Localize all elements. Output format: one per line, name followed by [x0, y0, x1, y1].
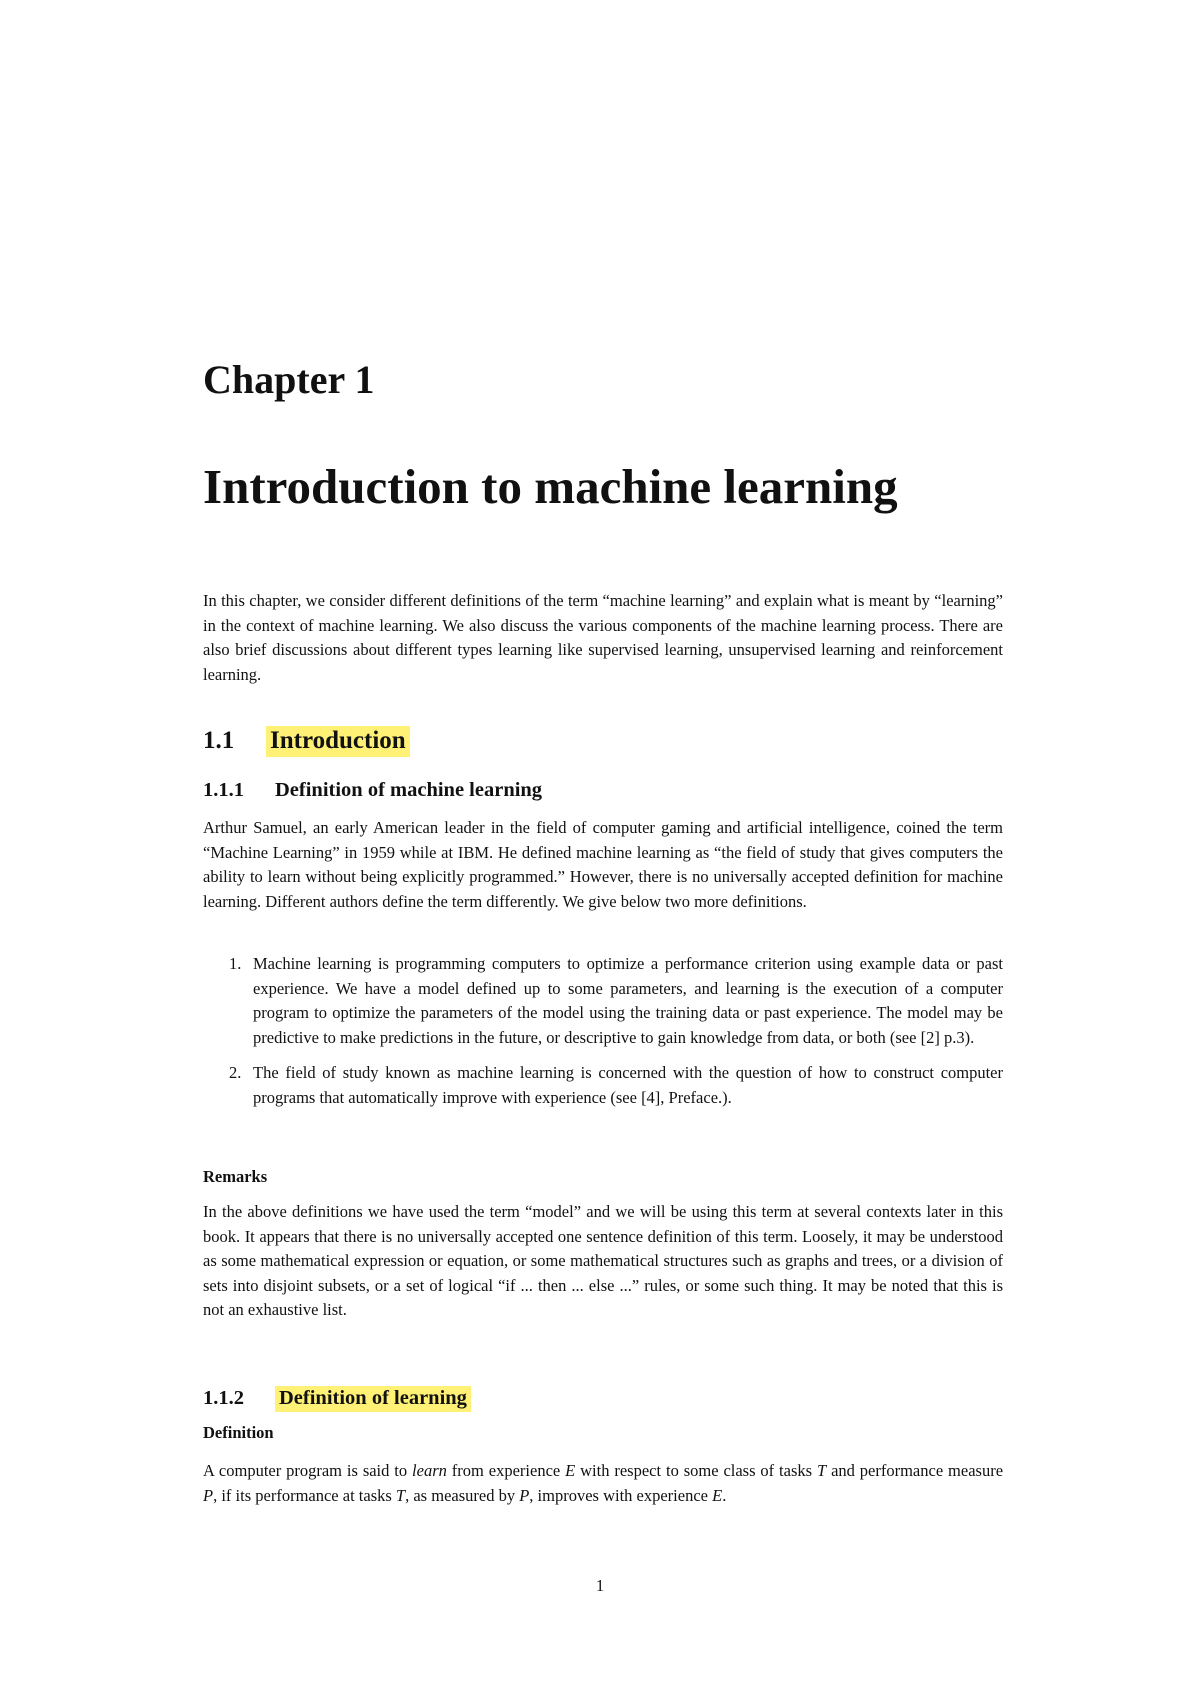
- remarks-paragraph: In the above definitions we have used the term “model” and we will be using this term at several contexts later in this book. It appears that there is no universally accepted one sentence definition of this term. Loosely, it may be understood as some mathematical expression or equation, or some mathematical structures such as graphs and trees, or a division of sets into disjoint subsets, or a set of logical “if ... then ... else ...” rules, or some such thing. It may be noted that this is not an exhaustive list.: [203, 1202, 1003, 1320]
- section-heading-1-1: [203, 728, 410, 753]
- math-variable: P: [519, 1485, 530, 1505]
- highlighted-section-title: Definition of learning: [275, 1386, 471, 1412]
- chapter-intro-paragraph: In this chapter, we consider different definitions of the term “machine learning” and explain what is meant by “learning” in the context of machine learning. We also discuss the various components of the machine learning process. There are also brief discussions about different types learning like supervised learning, unsupervised learning and reinforcement learning.: [203, 591, 1003, 684]
- math-variable: T: [816, 1461, 827, 1480]
- text-fragment: and performance measure: [831, 1461, 1004, 1480]
- text-fragment: A computer program is said to: [203, 1461, 408, 1480]
- list-marker: 1.: [229, 954, 242, 973]
- list-item-text: Machine learning is programming computers to optimize a performance criterion using example data or past experience. We have a model defined up to some parameters, and learning is the execution of a computer program to optimize the parameters of the model using the training data or past experience. The model may be predictive to make predictions in the future, or descriptive to gain knowledge from data, or both (see [2] p.3).: [253, 954, 1003, 1047]
- math-variable: T: [395, 1485, 406, 1505]
- section-number: 1.1.1: [203, 779, 244, 801]
- chapter-title: Introduction to machine learning: [203, 459, 898, 514]
- highlighted-section-title: Introduction: [266, 726, 410, 757]
- section-number: 1.1.2: [203, 1387, 244, 1409]
- definitions-list: [203, 952, 1003, 1111]
- definition-ml-paragraph: Arthur Samuel, an early American leader in the field of computer gaming and artificial intelligence, coined the term “Machine Learning” in 1959 while at IBM. He defined machine learning as “the field of study that gives computers the ability to learn without being explicitly programmed.” However, there is no universally accepted definition for machine learning. Different authors define the term differently. We give below two more definitions.: [203, 818, 1003, 911]
- text-fragment: with respect to some class of tasks: [580, 1461, 813, 1480]
- section-title: Definition of machine learning: [275, 779, 543, 801]
- chapter-label: Chapter 1: [203, 357, 375, 402]
- list-item: [203, 1061, 1003, 1110]
- text-fragment: , improves with experience: [529, 1485, 708, 1505]
- section-number: 1.1: [203, 727, 235, 754]
- page-number: 1: [595, 1576, 605, 1595]
- list-item: [203, 952, 1003, 1050]
- text-fragment: , if its performance at tasks: [213, 1485, 392, 1505]
- emphasized-term: learn: [412, 1461, 447, 1480]
- list-marker: 2.: [229, 1063, 242, 1083]
- text-fragment: .: [722, 1485, 727, 1505]
- list-item-text: The field of study known as machine learning is concerned with the question of how to construct computer programs that automatically improve with experience (see [4], Preface.).: [253, 1063, 1003, 1107]
- definition-learning-paragraph: [203, 1459, 1003, 1508]
- remarks-heading: Remarks: [203, 1167, 268, 1186]
- math-variable: P: [203, 1485, 214, 1505]
- section-heading-1-1-2: [203, 1388, 471, 1409]
- math-variable: E: [712, 1485, 723, 1505]
- text-fragment: , as measured by: [405, 1485, 516, 1505]
- section-heading-1-1-1: [203, 780, 542, 801]
- definition-heading: Definition: [203, 1423, 274, 1442]
- text-fragment: from experience: [451, 1461, 561, 1480]
- math-variable: E: [565, 1461, 576, 1480]
